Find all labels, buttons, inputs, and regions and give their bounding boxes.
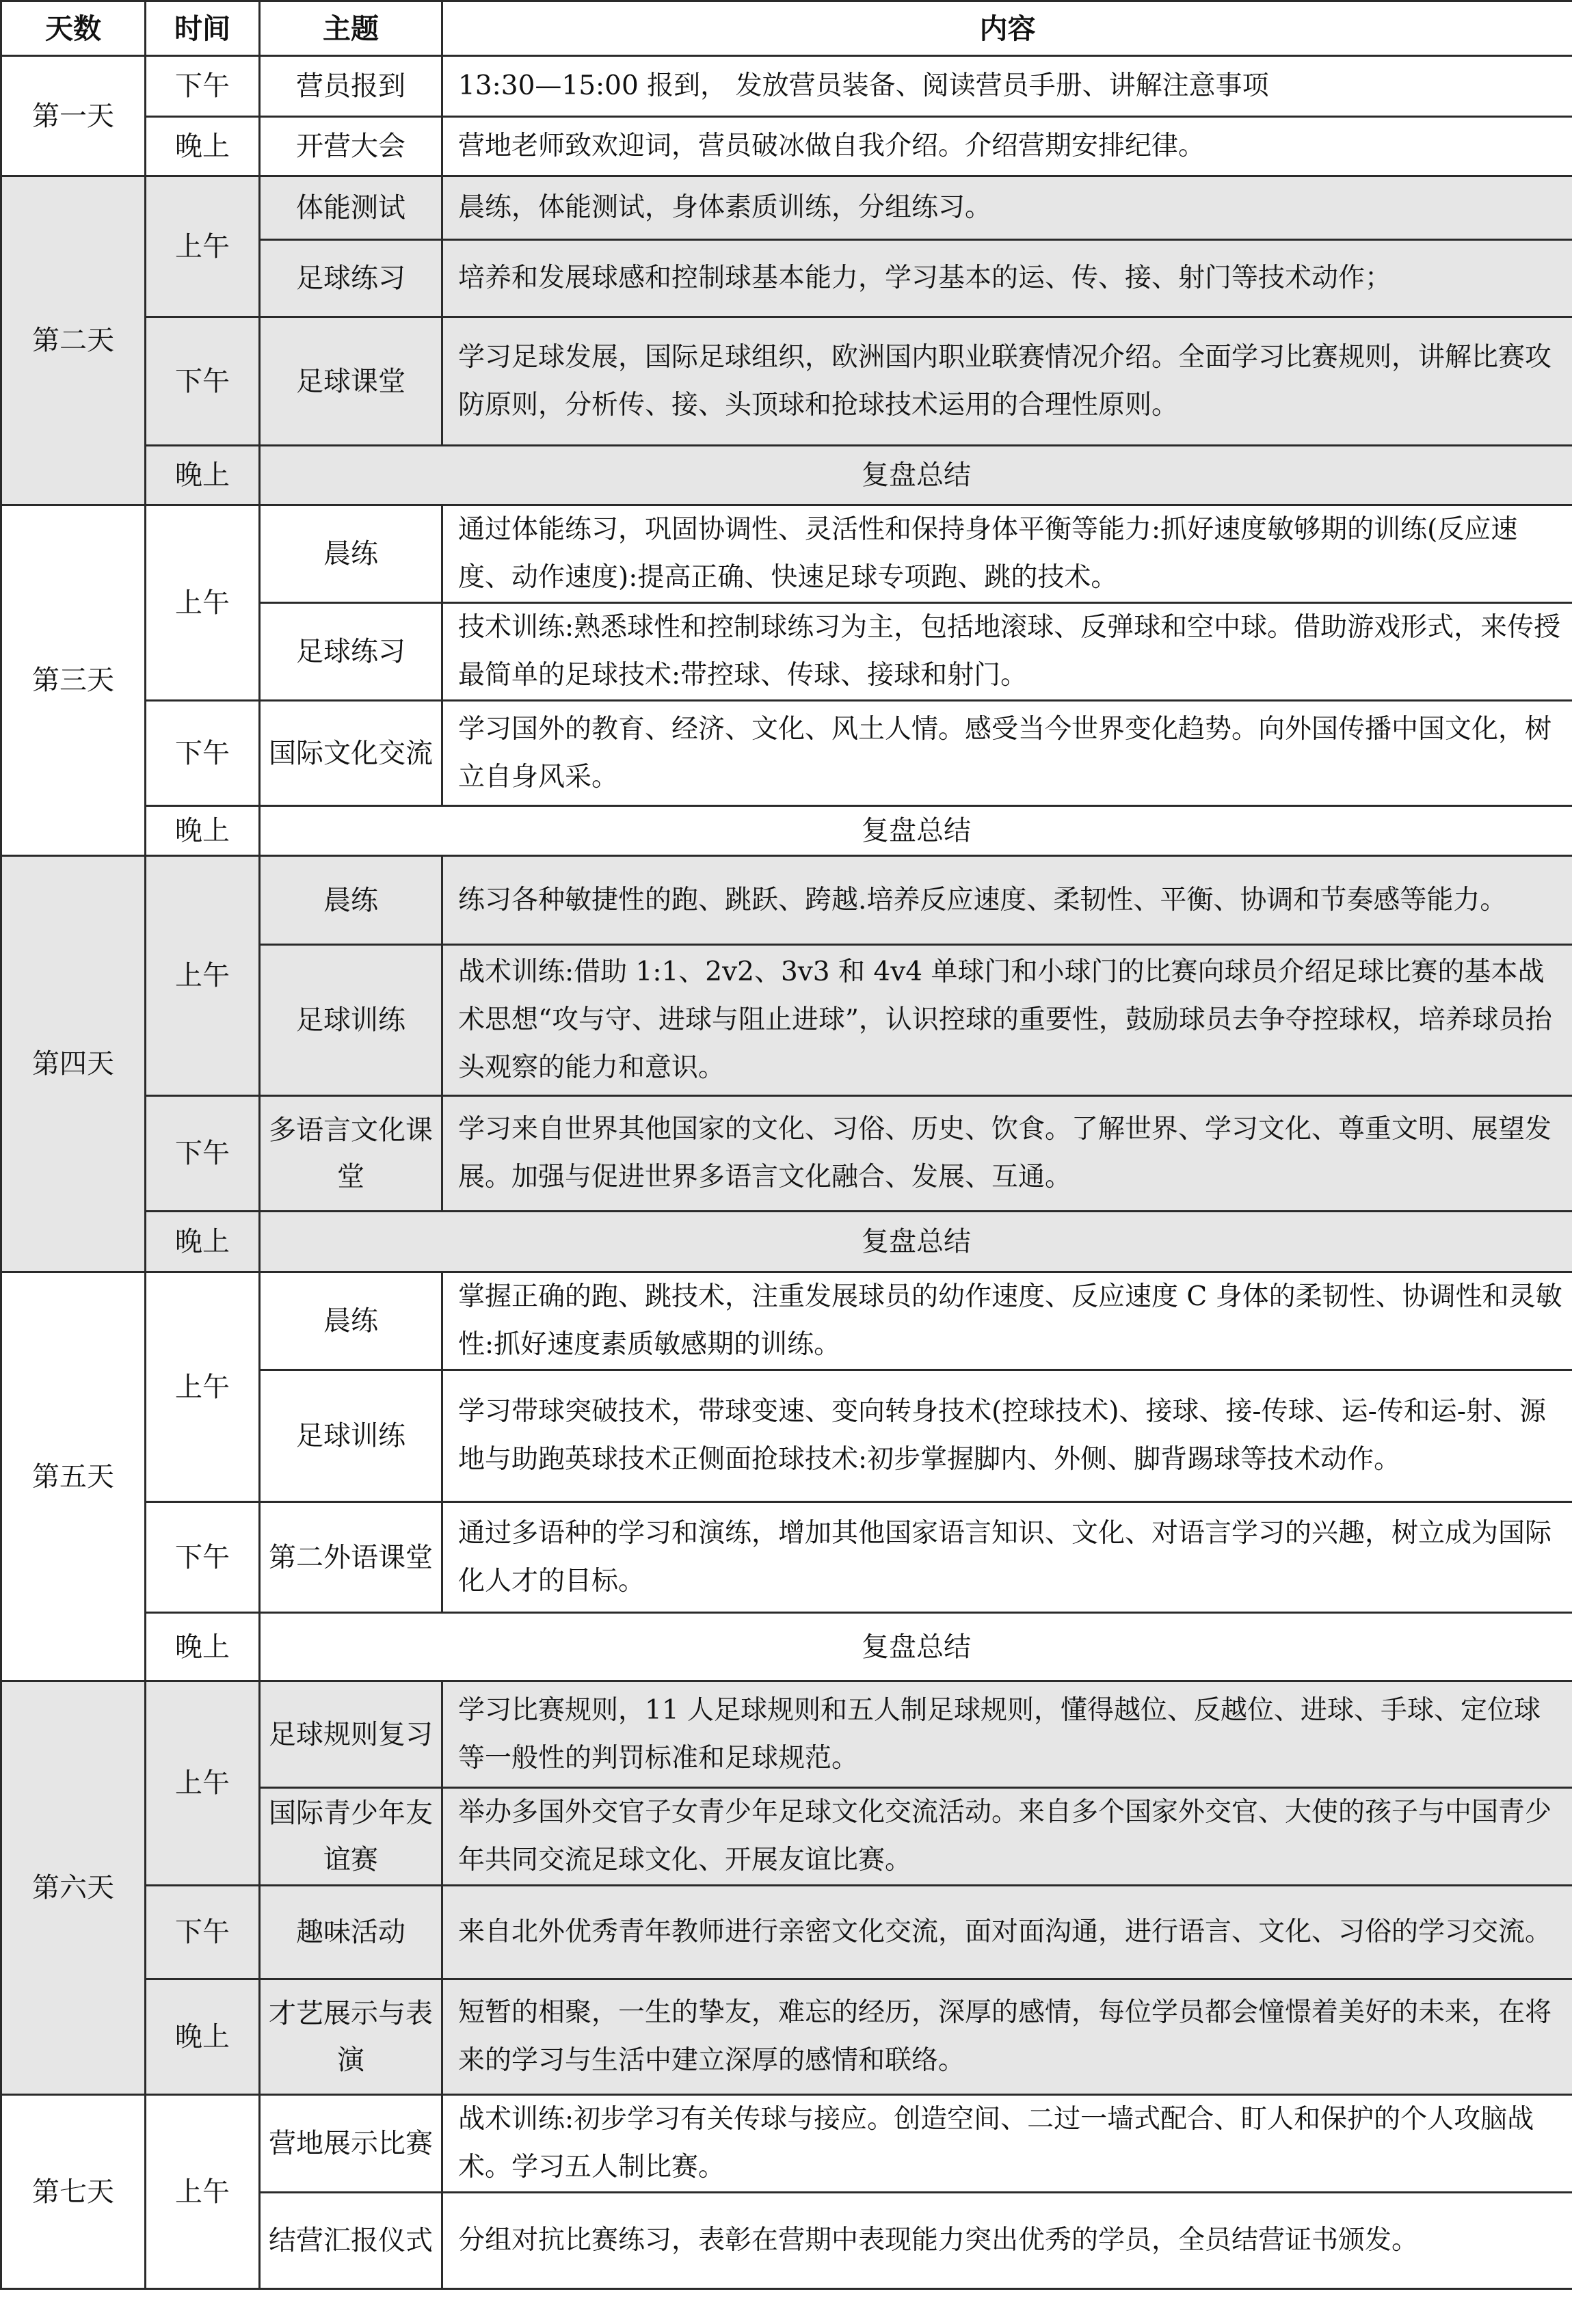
- content-cell: 练习各种敏捷性的跑、跳跃、跨越.培养反应速度、柔韧性、平衡、协调和节奏感等能力。: [442, 856, 1572, 945]
- time-cell: 下午: [146, 1502, 260, 1613]
- content-cell: 战术训练:初步学习有关传球与接应。创造空间、二过一墙式配合、盯人和保护的个人攻脑战术。学习五人制比赛。: [442, 2095, 1572, 2193]
- header-day: 天数: [1, 1, 146, 56]
- topic-cell: 多语言文化课堂: [260, 1096, 442, 1212]
- header-topic: 主题: [260, 1, 442, 56]
- day-label: 第七天: [1, 2095, 146, 2289]
- topic-cell: 晨练: [260, 1272, 442, 1370]
- topic-cell: 第二外语课堂: [260, 1502, 442, 1613]
- table-row: [1, 1613, 1572, 1681]
- content-cell: 13:30—15:00 报到， 发放营员装备、阅读营员手册、讲解注意事项: [442, 56, 1572, 117]
- time-cell: 下午: [146, 1886, 260, 1979]
- time-cell: 下午: [146, 701, 260, 806]
- content-cell: 学习国外的教育、经济、文化、风土人情。感受当今世界变化趋势。向外国传播中国文化，树立自身风采。: [442, 701, 1572, 806]
- topic-cell: 足球规则复习: [260, 1681, 442, 1788]
- time-cell: 下午: [146, 1096, 260, 1212]
- table-row: [1, 1212, 1572, 1272]
- content-cell: 通过体能练习，巩固协调性、灵活性和保持身体平衡等能力:抓好速度敏够期的训练(反应速度、动作速度):提高正确、快速足球专项跑、跳的技术。: [442, 505, 1572, 603]
- time-cell: 晚上: [146, 117, 260, 176]
- content-cell: 营地老师致欢迎词，营员破冰做自我介绍。介绍营期安排纪律。: [442, 117, 1572, 176]
- topic-cell: 国际文化交流: [260, 701, 442, 806]
- topic-cell: 晨练: [260, 856, 442, 945]
- table-row: [1, 176, 1572, 240]
- content-cell: 举办多国外交官子女青少年足球文化交流活动。来自多个国家外交官、大使的孩子与中国青少年共同交流足球文化、开展友谊比赛。: [442, 1788, 1572, 1886]
- table-row: [1, 1096, 1572, 1212]
- content-cell: 学习比赛规则，11 人足球规则和五人制足球规则，懂得越位、反越位、进球、手球、定位球等一般性的判罚标准和足球规范。: [442, 1681, 1572, 1788]
- day-label: 第三天: [1, 505, 146, 856]
- table-row: [1, 856, 1572, 945]
- table-row: [1, 56, 1572, 117]
- topic-cell: 足球训练: [260, 945, 442, 1096]
- content-cell: 晨练，体能测试，身体素质训练，分组练习。: [442, 176, 1572, 240]
- topic-cell: 趣味活动: [260, 1886, 442, 1979]
- topic-cell: 足球练习: [260, 240, 442, 317]
- time-cell: 上午: [146, 2095, 260, 2289]
- content-cell: 来自北外优秀青年教师进行亲密文化交流，面对面沟通，进行语言、文化、习俗的学习交流。: [442, 1886, 1572, 1979]
- table-row: [1, 701, 1572, 806]
- table-row: [1, 806, 1572, 856]
- table-row: [1, 1681, 1572, 1788]
- day-label: 第二天: [1, 176, 146, 505]
- topic-cell: 营地展示比赛: [260, 2095, 442, 2193]
- topic-cell: 才艺展示与表演: [260, 1979, 442, 2095]
- content-cell: 培养和发展球感和控制球基本能力，学习基本的运、传、接、射门等技术动作；: [442, 240, 1572, 317]
- time-cell: 上午: [146, 856, 260, 1096]
- table-row: [1, 1272, 1572, 1370]
- time-cell: 晚上: [146, 1613, 260, 1681]
- table-row: [1, 505, 1572, 603]
- table-row: [1, 1886, 1572, 1979]
- content-cell: 学习足球发展，国际足球组织，欧洲国内职业联赛情况介绍。全面学习比赛规则，讲解比赛攻防原则，分析传、接、头顶球和抢球技术运用的合理性原则。: [442, 317, 1572, 446]
- table-row: [1, 317, 1572, 446]
- day-label: 第五天: [1, 1272, 146, 1681]
- summary-cell: 复盘总结: [260, 1212, 1572, 1272]
- time-cell: 晚上: [146, 1212, 260, 1272]
- content-cell: 通过多语种的学习和演练，增加其他国家语言知识、文化、对语言学习的兴趣，树立成为国际化人才的目标。: [442, 1502, 1572, 1613]
- day-label: 第六天: [1, 1681, 146, 2095]
- time-cell: 晚上: [146, 1979, 260, 2095]
- time-cell: 上午: [146, 505, 260, 701]
- summary-cell: 复盘总结: [260, 1613, 1572, 1681]
- time-cell: 上午: [146, 176, 260, 317]
- content-cell: 技术训练:熟悉球性和控制球练习为主，包括地滚球、反弹球和空中球。借助游戏形式，来传授最简单的足球技术:带控球、传球、接球和射门。: [442, 603, 1572, 701]
- topic-cell: 国际青少年友谊赛: [260, 1788, 442, 1886]
- table-row: [1, 117, 1572, 176]
- topic-cell: 足球练习: [260, 603, 442, 701]
- table-row: [1, 1979, 1572, 2095]
- time-cell: 晚上: [146, 446, 260, 505]
- topic-cell: 足球课堂: [260, 317, 442, 446]
- summary-cell: 复盘总结: [260, 806, 1572, 856]
- table-row: [1, 1502, 1572, 1613]
- content-cell: 学习带球突破技术，带球变速、变向转身技术(控球技术)、接球、接-传球、运-传和运-射、源地与助跑英球技术正侧面抢球技术:初步掌握脚内、外侧、脚背踢球等技术动作。: [442, 1370, 1572, 1502]
- topic-cell: 体能测试: [260, 176, 442, 240]
- topic-cell: 晨练: [260, 505, 442, 603]
- day-label: 第一天: [1, 56, 146, 176]
- time-cell: 晚上: [146, 806, 260, 856]
- header-content: 内容: [442, 1, 1572, 56]
- time-cell: 上午: [146, 1681, 260, 1886]
- topic-cell: 结营汇报仪式: [260, 2193, 442, 2289]
- content-cell: 学习来自世界其他国家的文化、习俗、历史、饮食。了解世界、学习文化、尊重文明、展望发展。加强与促进世界多语言文化融合、发展、互通。: [442, 1096, 1572, 1212]
- table-row: [1, 446, 1572, 505]
- content-cell: 分组对抗比赛练习，表彰在营期中表现能力突出优秀的学员，全员结营证书颁发。: [442, 2193, 1572, 2289]
- content-cell: 掌握正确的跑、跳技术，注重发展球员的幼作速度、反应速度 C 身体的柔韧性、协调性和灵敏性:抓好速度素质敏感期的训练。: [442, 1272, 1572, 1370]
- header-time: 时间: [146, 1, 260, 56]
- time-cell: 下午: [146, 317, 260, 446]
- content-cell: 战术训练:借助 1:1、2v2、3v3 和 4v4 单球门和小球门的比赛向球员介绍足球比赛的基本战术思想“攻与守、进球与阻止进球”，认识控球的重要性，鼓励球员去争夺控球权，培养球员抬头观察的能力和意识。: [442, 945, 1572, 1096]
- topic-cell: 开营大会: [260, 117, 442, 176]
- topic-cell: 足球训练: [260, 1370, 442, 1502]
- summary-cell: 复盘总结: [260, 446, 1572, 505]
- topic-cell: 营员报到: [260, 56, 442, 117]
- day-label: 第四天: [1, 856, 146, 1272]
- content-cell: 短暂的相聚，一生的挚友，难忘的经历，深厚的感情，每位学员都会憧憬着美好的未来，在将来的学习与生活中建立深厚的感情和联络。: [442, 1979, 1572, 2095]
- time-cell: 上午: [146, 1272, 260, 1502]
- time-cell: 下午: [146, 56, 260, 117]
- table-row: [1, 2095, 1572, 2193]
